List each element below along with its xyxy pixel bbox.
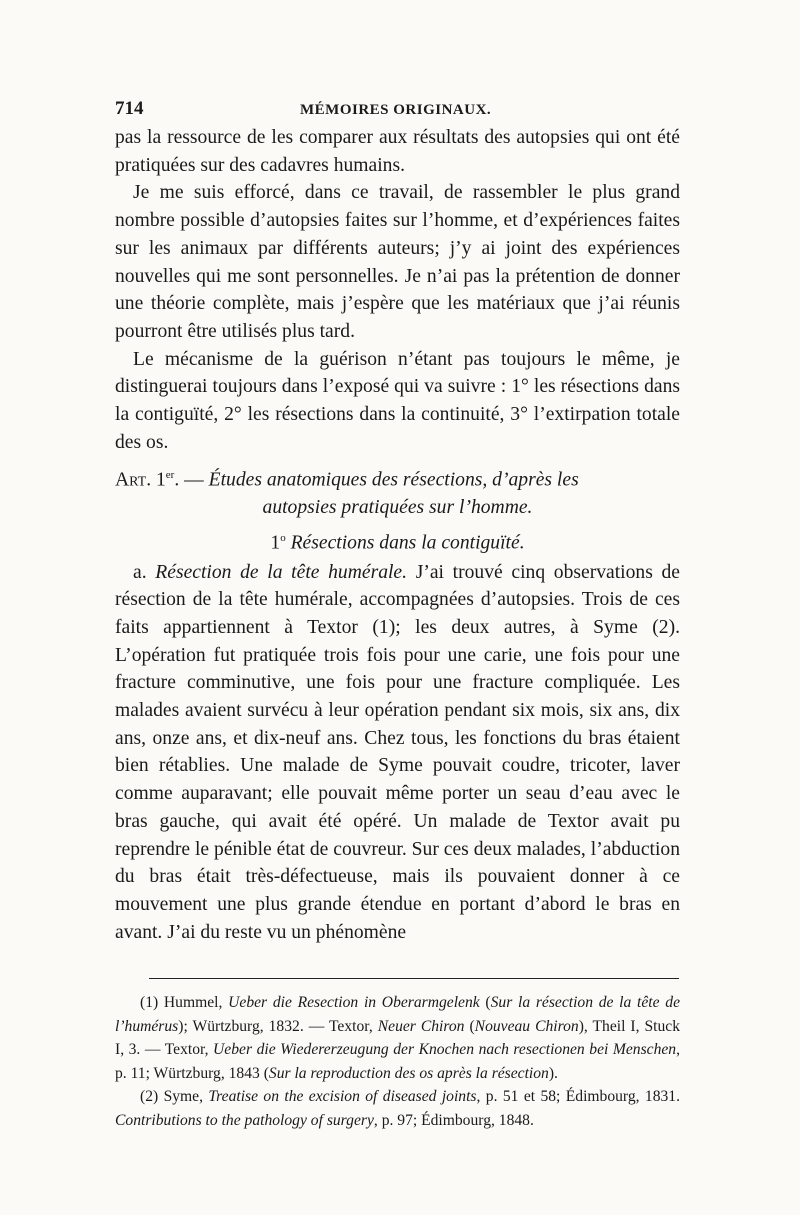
paragraph-2: Je me suis efforcé, dans ce travail, de rassembler le plus grand nombre possible d’autopsies faites sur l’homme, et d’expériences faites sur les animaux par différents auteurs; j’y ai joint des expériences nouvelles qui me sont personnelles. Je n’ai pas la prétention de donner une théorie complète, mais j’espère que les matériaux que j’ai réunis pourront être utilisés plus tard. bbox=[115, 182, 680, 342]
page-header bbox=[115, 96, 680, 124]
page bbox=[115, 96, 680, 1132]
footnote-1-translation-3: Sur la reproduction des os après la résection bbox=[268, 1064, 549, 1082]
paragraph-1: pas la ressource de les comparer aux résultats des autopsies qui ont été pratiquées sur des cadavres humains. bbox=[115, 127, 680, 176]
subsection-degree: o bbox=[280, 531, 286, 544]
paragraph-3: Le mécanisme de la guérison n’étant pas toujours le même, je distinguerai toujours dans l’exposé qui va suivre : 1° les résections dans la contiguïté, 2° les résections dans la continuité, 3° l’extirpation totale des os. bbox=[115, 348, 680, 453]
footnote-1-paren-open: ( bbox=[485, 994, 491, 1012]
footnote-2-title-2: Contributions to the pathology of surgery bbox=[115, 1111, 374, 1129]
section-a-paragraph bbox=[115, 559, 680, 947]
article-heading bbox=[115, 462, 680, 521]
footnote-2-author: Syme, bbox=[163, 1088, 203, 1106]
footnote-2-imprint: , p. 51 et 58; Édimbourg, 1831. bbox=[476, 1088, 680, 1106]
footnote-1-imprint: ); Würtzburg, 1832. — Textor, bbox=[178, 1017, 373, 1035]
footnote-1-title: Ueber die Resection in Oberarmgelenk bbox=[228, 994, 480, 1012]
section-a-text: J’ai trouvé cinq observations de résection de la tête humérale, accompagnées d’autopsies. Trois de ces faits appartiennent à Textor (1); les deux autres, à Syme (2). L’opération fut pratiquée trois fois pour une carie, une fois pour une fracture comminutive, une fois pour une fracture compliquée. Les malades avaient survécu à leur opération pendant six mois, six ans, dix ans, onze ans, et dix-neuf ans. Chez tous, les fonctions du bras étaient bien rétablies. Une malade de Syme pouvait coudre, tricoter, laver comme auparavant; elle pouvait même porter un seau d’eau avec le bras gauche, qui avait été opéré. Un malade de Textor avait pu reprendre le pénible état de couvreur. Sur ces deux malades, l’abduction du bras était très-défectueuse, mais ils pouvaient donner à ce mouvement une plus grande étendue en portant d’abord le bras en avant. J’ai du reste vu un phénomène bbox=[115, 561, 680, 943]
article-sup: er bbox=[165, 469, 175, 482]
footnotes bbox=[115, 991, 680, 1132]
running-head: MÉMOIRES ORIGINAUX. bbox=[300, 102, 492, 118]
section-a-title: Résection de la tête humérale. bbox=[155, 561, 408, 583]
footnote-1-translation-2: Nouveau Chiron bbox=[474, 1017, 579, 1035]
subsection-heading bbox=[115, 523, 680, 559]
footnote-1-imprint-2: ), Theil I, Stuck I, 3. — Textor, bbox=[115, 1017, 680, 1059]
section-a-label: a. bbox=[133, 561, 147, 583]
footnote-2-title: Treatise on the excision of diseased joints bbox=[208, 1088, 477, 1106]
footnote-1-title-3: Ueber die Wiedererzeugung der Knochen nach resectionen bei Menschen bbox=[213, 1041, 677, 1059]
article-dash: . — bbox=[174, 469, 209, 491]
subsection-title: Résections dans la contiguïté. bbox=[290, 532, 525, 554]
footnote-1-author: Hummel, bbox=[163, 994, 223, 1012]
footnote-2 bbox=[115, 1085, 680, 1132]
article-title-line1: Études anatomiques des résections, d’après les bbox=[208, 469, 579, 491]
subsection-number: 1 bbox=[270, 532, 281, 554]
footnote-2-marker: (2) bbox=[140, 1088, 159, 1106]
footnote-1-title-2: Neuer Chiron bbox=[377, 1017, 465, 1035]
footnote-divider bbox=[149, 978, 679, 979]
footnote-1-imprint-3: , p. 11; Würtzburg, 1843 ( bbox=[115, 1041, 680, 1082]
article-label: Art. 1 bbox=[115, 469, 166, 491]
footnote-1-marker: (1) bbox=[140, 994, 159, 1012]
page-number: 714 bbox=[115, 98, 144, 119]
footnote-1-end: ). bbox=[548, 1064, 558, 1082]
article-title-line2: autopsies pratiquées sur l’homme. bbox=[262, 496, 533, 518]
footnote-1-paren-open-2: ( bbox=[469, 1017, 475, 1035]
footnote-1-translation: Sur la résection de la tête de l’humérus bbox=[115, 994, 680, 1035]
footnote-1 bbox=[115, 991, 680, 1085]
body-text bbox=[115, 124, 680, 456]
footnote-2-imprint-2: , p. 97; Édimbourg, 1848. bbox=[373, 1111, 534, 1129]
